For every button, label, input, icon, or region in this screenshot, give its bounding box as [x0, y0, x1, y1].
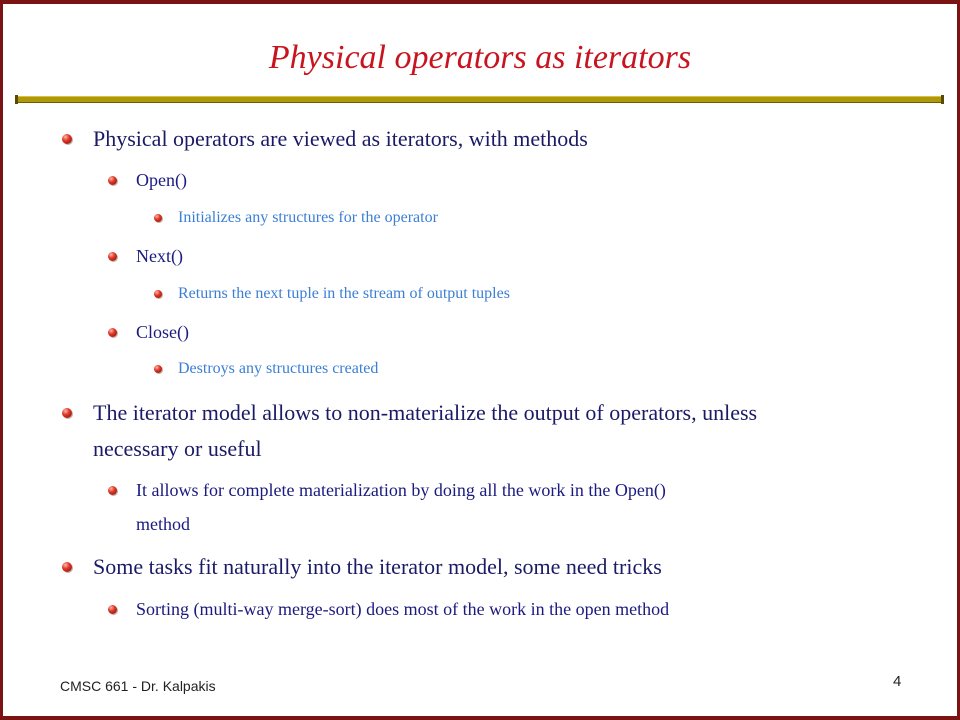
footer-course-label: CMSC 661 - Dr. Kalpakis — [60, 678, 216, 694]
bullet-dot-icon — [108, 252, 117, 261]
title-divider-right-cap — [941, 95, 944, 104]
bullet-dot-icon — [154, 214, 162, 222]
slide-frame-top — [0, 0, 960, 4]
bullet-dot-icon — [62, 562, 72, 572]
bullet-text: Destroys any structures created — [178, 360, 379, 377]
bullet-text-line: method — [136, 514, 190, 534]
bullet-dot-icon — [62, 134, 72, 144]
bullet-text: Sorting (multi-way merge-sort) does most of the work in the open method — [136, 599, 670, 619]
bullet-dot-icon — [108, 176, 117, 185]
slide-frame-left — [0, 0, 3, 720]
bullet-dot-icon — [154, 365, 162, 373]
bullet-text: Open() — [136, 170, 187, 190]
bullet-dot-icon — [108, 486, 117, 495]
title-divider-left-cap — [15, 95, 18, 104]
bullet-text-line: It allows for complete materialization by doing all the work in the Open() — [136, 480, 666, 500]
bullet-dot-icon — [154, 290, 162, 298]
bullet-text: Physical operators are viewed as iterators, with methods — [93, 126, 588, 151]
slide-title: Physical operators as iterators — [268, 39, 692, 76]
bullet-text-line: The iterator model allows to non-materialize the output of operators, unless — [93, 400, 758, 425]
footer-page-number: 4 — [893, 673, 902, 690]
title-divider — [16, 96, 944, 103]
bullet-dot-icon — [62, 408, 72, 418]
bullet-text: Initializes any structures for the operator — [178, 209, 438, 226]
bullet-dot-icon — [108, 605, 117, 614]
bullet-dot-icon — [108, 328, 117, 337]
bullet-text: Returns the next tuple in the stream of output tuples — [178, 285, 510, 302]
bullet-text: Next() — [136, 246, 183, 266]
slide-frame-bottom — [0, 716, 960, 720]
bullet-text: Close() — [136, 322, 189, 342]
bullet-text-line: necessary or useful — [93, 436, 262, 461]
bullet-text: Some tasks fit naturally into the iterator model, some need tricks — [93, 554, 662, 579]
